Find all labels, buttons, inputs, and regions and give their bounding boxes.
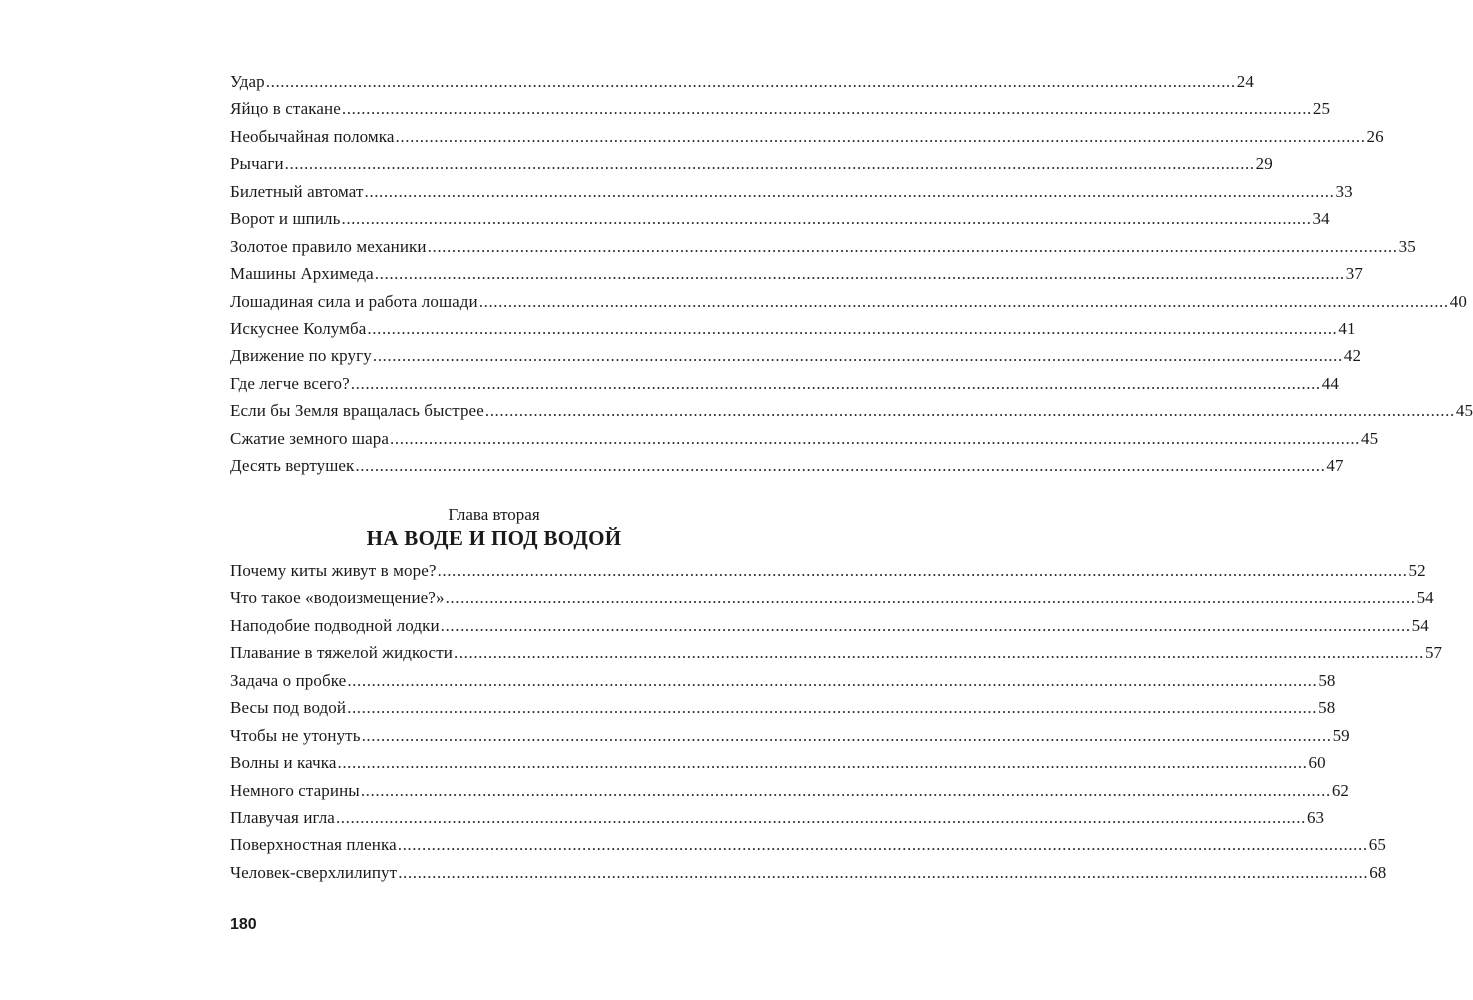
- toc-entry-title: Сжатие земного шара: [230, 428, 390, 448]
- toc-dot-leader: ........................................................................................................................................................................................................: [374, 264, 1345, 284]
- toc-entry: [230, 831, 1386, 858]
- toc-dot-leader: ........................................................................................................................................................................................................: [335, 807, 1306, 827]
- toc-entry-page: 45: [1361, 428, 1379, 448]
- toc-entry: [230, 639, 1443, 666]
- toc-entry-title: Движение по кругу: [230, 346, 372, 366]
- toc-entry-title: Билетный автомат: [230, 181, 364, 201]
- toc-dot-leader: ........................................................................................................................................................................................................: [350, 373, 1321, 393]
- toc-entry: [230, 260, 1363, 287]
- toc-dot-leader: ........................................................................................................................................................................................................: [361, 725, 1332, 745]
- toc-entry-page: 44: [1321, 373, 1339, 393]
- toc-dot-leader: ........................................................................................................................................................................................................: [364, 181, 1335, 201]
- toc-dot-leader: ........................................................................................................................................................................................................: [347, 698, 1318, 718]
- toc-entry-page: 65: [1368, 835, 1386, 855]
- toc-entry-page: 52: [1408, 561, 1426, 580]
- toc-section-2: [230, 557, 1443, 886]
- toc-entry: [230, 370, 1339, 397]
- toc-dot-leader: ........................................................................................................................................................................................................: [397, 835, 1368, 855]
- toc-entry: [230, 557, 1426, 584]
- toc-entry-page: 37: [1345, 264, 1363, 284]
- toc-dot-leader: ........................................................................................................................................................................................................: [427, 236, 1398, 256]
- toc-entry: [230, 804, 1325, 831]
- toc-entry-page: 68: [1369, 862, 1387, 882]
- toc-entry-title: Удар: [230, 72, 265, 91]
- toc-entry: [230, 452, 1344, 479]
- toc-entry-page: 33: [1335, 181, 1353, 201]
- toc-entry-page: 26: [1366, 126, 1384, 146]
- toc-entry: [230, 288, 1467, 315]
- toc-entry: [230, 612, 1429, 639]
- toc-entry-title: Где легче всего?: [230, 373, 350, 393]
- toc-dot-leader: ........................................................................................................................................................................................................: [437, 561, 1408, 580]
- toc-dot-leader: ........................................................................................................................................................................................................: [284, 154, 1255, 174]
- toc-entry-title: Человек-сверхлилипут: [230, 862, 398, 882]
- toc-entry-title: Почему киты живут в море?: [230, 561, 437, 580]
- toc-entry: [230, 749, 1326, 776]
- toc-entry-title: Задача о пробке: [230, 670, 347, 690]
- toc-entry-page: 25: [1312, 99, 1331, 119]
- toc-entry: [230, 123, 1384, 150]
- toc-entry: [230, 584, 1434, 611]
- toc-entry-page: 47: [1326, 456, 1344, 476]
- toc-dot-leader: ........................................................................................................................................................................................................: [440, 615, 1411, 635]
- toc-dot-leader: ........................................................................................................................................................................................................: [347, 670, 1318, 690]
- toc-dot-leader: ........................................................................................................................................................................................................: [453, 643, 1424, 663]
- toc-dot-leader: ........................................................................................................................................................................................................: [337, 753, 1308, 773]
- toc-entry-page: 45: [1455, 401, 1473, 421]
- toc-entry-page: 58: [1318, 670, 1336, 690]
- toc-entry-title: Плавучая игла: [230, 807, 335, 827]
- toc-entry-page: 34: [1312, 209, 1330, 229]
- toc-entry: [230, 205, 1330, 232]
- toc-entry-title: Плавание в тяжелой жидкости: [230, 643, 453, 663]
- toc-entry-page: 40: [1449, 291, 1467, 311]
- toc-entry: [230, 315, 1356, 342]
- toc-entry-title: Волны и качка: [230, 753, 337, 773]
- toc-entry-title: Необычайная поломка: [230, 126, 395, 146]
- toc-entry-title: Чтобы не утонуть: [230, 725, 361, 745]
- toc-entry-page: 54: [1411, 615, 1429, 635]
- toc-section-1: [230, 68, 1473, 480]
- toc-dot-leader: ........................................................................................................................................................................................................: [478, 291, 1449, 311]
- toc-dot-leader: ........................................................................................................................................................................................................: [484, 401, 1455, 421]
- toc-dot-leader: ........................................................................................................................................................................................................: [398, 862, 1369, 882]
- toc-entry: [230, 722, 1350, 749]
- toc-dot-leader: ........................................................................................................................................................................................................: [355, 456, 1326, 476]
- toc-dot-leader: ........................................................................................................................................................................................................: [367, 318, 1338, 338]
- toc-entry-page: 59: [1332, 725, 1350, 745]
- toc-entry-page: 35: [1398, 236, 1416, 256]
- toc-dot-leader: ........................................................................................................................................................................................................: [341, 209, 1312, 229]
- toc-entry-page: 63: [1306, 807, 1325, 827]
- toc-entry: [230, 397, 1473, 424]
- toc-entry-title: Что такое «водоизмещение?»: [230, 588, 445, 608]
- toc-entry-title: Искуснее Колумба: [230, 318, 367, 338]
- toc-entry-title: Немного старины: [230, 780, 360, 800]
- toc-entry-title: Яйцо в стакане: [230, 99, 341, 119]
- toc-dot-leader: ........................................................................................................................................................................................................: [395, 126, 1366, 146]
- toc-entry-page: 57: [1424, 643, 1443, 663]
- toc-entry-title: Машины Архимеда: [230, 264, 374, 284]
- toc-entry: [230, 178, 1353, 205]
- toc-entry-page: 41: [1338, 318, 1356, 338]
- toc-dot-leader: ........................................................................................................................................................................................................: [360, 780, 1331, 800]
- toc-entry-title: Наподобие подводной лодки: [230, 615, 440, 635]
- chapter-label: Глава вторая: [448, 505, 540, 524]
- toc-entry: [230, 777, 1350, 804]
- toc-entry-page: 60: [1308, 753, 1326, 773]
- toc-entry: [230, 694, 1336, 721]
- toc-entry: [230, 68, 1254, 95]
- toc-entry: [230, 95, 1331, 122]
- toc-entry-title: Рычаги: [230, 154, 284, 174]
- toc-entry-title: Лошадиная сила и работа лошади: [230, 291, 478, 311]
- toc-entry: [230, 342, 1362, 369]
- toc-entry-page: 24: [1236, 72, 1254, 91]
- toc-dot-leader: ........................................................................................................................................................................................................: [445, 588, 1416, 608]
- toc-entry-page: 54: [1416, 588, 1434, 608]
- toc-entry-page: 42: [1343, 346, 1362, 366]
- toc-entry: [230, 150, 1273, 177]
- toc-entry-page: 58: [1318, 698, 1336, 718]
- toc-entry-title: Весы под водой: [230, 698, 347, 718]
- toc-entry-page: 29: [1255, 154, 1273, 174]
- toc-dot-leader: ........................................................................................................................................................................................................: [265, 72, 1236, 91]
- toc-entry-title: Золотое правило механики: [230, 236, 427, 256]
- toc-entry: [230, 233, 1416, 260]
- toc-entry: [230, 667, 1336, 694]
- chapter-title: НА ВОДЕ И ПОД ВОДОЙ: [366, 526, 622, 550]
- toc-entry-page: 62: [1331, 780, 1350, 800]
- toc-entry-title: Если бы Земля вращалась быстрее: [230, 401, 484, 421]
- page-number: 180: [230, 916, 257, 933]
- toc-dot-leader: ........................................................................................................................................................................................................: [372, 346, 1343, 366]
- toc-entry: [230, 425, 1379, 452]
- toc-dot-leader: ........................................................................................................................................................................................................: [341, 99, 1312, 119]
- toc-entry-title: Десять вертушек: [230, 456, 355, 476]
- toc-entry-title: Поверхностная пленка: [230, 835, 397, 855]
- toc-entry: [230, 859, 1387, 886]
- toc-entry-title: Ворот и шпиль: [230, 209, 341, 229]
- toc-dot-leader: ........................................................................................................................................................................................................: [390, 428, 1361, 448]
